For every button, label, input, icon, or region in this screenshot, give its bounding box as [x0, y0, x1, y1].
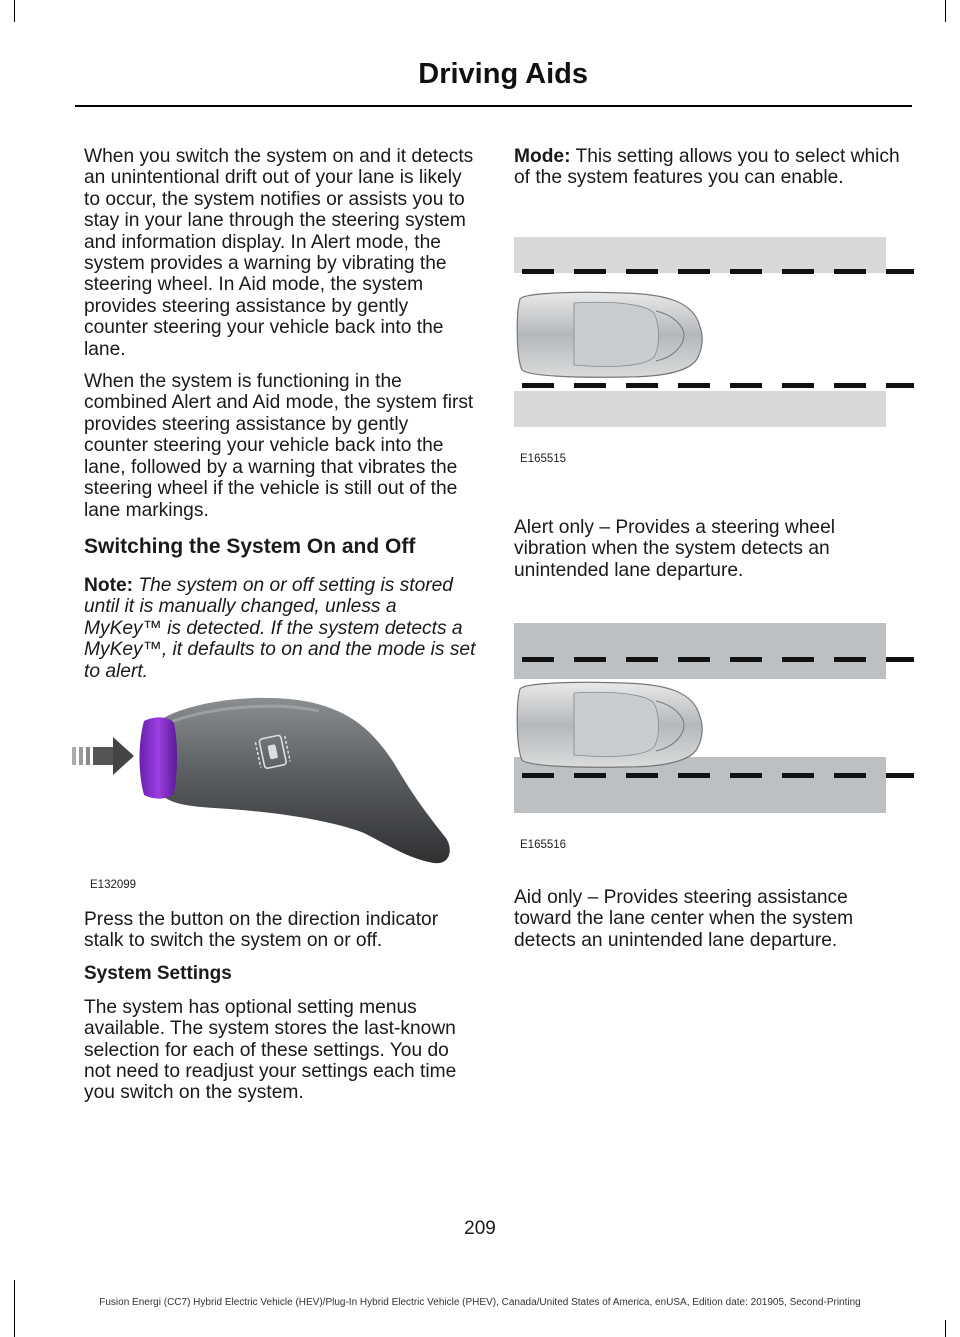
alert-only-paragraph: Alert only – Provides a steering wheel vibration when the system detects an unintended lane departure. — [514, 516, 836, 581]
crop-mark — [14, 0, 15, 22]
car-top-view-icon — [517, 292, 702, 377]
aid-only-paragraph: Aid only – Provides steering assistance toward the lane center when the system detects an unintended lane departure. — [514, 887, 854, 951]
alert-only-lane-illustration — [514, 237, 914, 499]
note-paragraph — [84, 575, 476, 682]
switching-heading: Switching the System On and Off — [84, 534, 416, 558]
car-top-view-icon — [517, 682, 702, 767]
press-arrow-icon — [72, 737, 134, 775]
section-title: Driving Aids — [418, 58, 588, 90]
page-number: 209 — [464, 1218, 496, 1239]
aid-only-lane-illustration — [514, 623, 914, 863]
header-rule — [75, 105, 912, 107]
system-settings-heading: System Settings — [84, 962, 232, 984]
lane-keeping-button — [140, 717, 178, 798]
figure-id: E165516 — [520, 839, 567, 852]
direction-indicator-stalk-illustration — [64, 693, 464, 891]
crop-mark — [945, 0, 946, 22]
stalk-figure — [64, 693, 476, 891]
figure-id: E132099 — [90, 878, 137, 891]
aid-only-figure — [514, 623, 906, 869]
note-text: The system on or off setting is stored until it is manually changed, unless a MyKey™ is detected. If the system detects a MyKey™, it defaults to on and the mode is set to alert. — [84, 574, 476, 682]
footer-edition-text: Fusion Energi (CC7) Hybrid Electric Vehicle (HEV)/Plug-In Hybrid Electric Vehicle (PHEV), Canada/United States of America, enUSA, Edition date: 201905, Second-Printing — [99, 1297, 861, 1308]
mode-text: This setting allows you to select which of the system features you can enable. — [514, 146, 900, 189]
settings-paragraph: The system has optional setting menus available. The system stores the last-known selection for each of these settings. You do not need to readjust your settings each time you switch on the system. — [84, 996, 457, 1104]
mode-label: Mode: — [514, 146, 571, 167]
intro-paragraph: When you switch the system on and it detects an unintentional drift out of your lane is likely to occur, the system notifies or assists you to stay in your lane through the steering system and information display. In Alert mode, the system provides a warning by vibrating the steering wheel. In Aid mode, the system provides steering assistance by gently counter steering your vehicle back into the lane. — [84, 146, 474, 360]
press-button-paragraph: Press the button on the direction indicator stalk to switch the system on or off. — [84, 908, 439, 952]
note-label: Note: — [84, 574, 134, 596]
right-column — [514, 146, 906, 962]
crop-mark — [945, 1320, 946, 1337]
crop-mark — [14, 1280, 15, 1337]
figure-id: E165515 — [520, 452, 567, 465]
mode-paragraph — [514, 146, 906, 189]
combined-mode-paragraph: When the system is functioning in the combined Alert and Aid mode, the system first provides steering assistance by gently counter steering your vehicle back into the lane, followed by a warning that vibrates the steering wheel if the vehicle is still out of the lane markings. — [84, 371, 474, 521]
left-column — [84, 146, 476, 1115]
alert-only-figure — [514, 237, 906, 521]
